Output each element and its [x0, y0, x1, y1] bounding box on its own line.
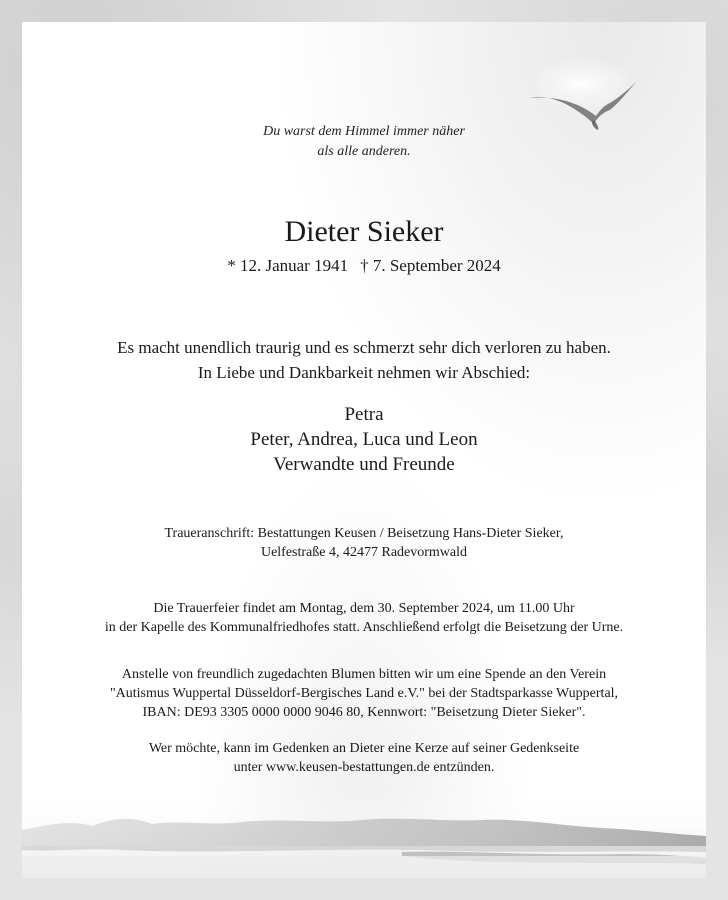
mourner-name: Verwandte und Freunde — [273, 454, 455, 475]
death-date: † 7. September 2024 — [360, 256, 501, 275]
memorial-candle-note — [22, 739, 706, 777]
address-line: Traueranschrift: Bestattungen Keusen / Beisetzung Hans-Dieter Sieker, — [164, 526, 564, 541]
life-dates — [22, 255, 706, 277]
birth-date: * 12. Januar 1941 — [227, 256, 349, 275]
ceremony-line: Die Trauerfeier findet am Montag, dem 30. September 2024, um 11.00 Uhr — [153, 601, 575, 616]
obituary-panel — [22, 22, 706, 878]
ceremony-line: in der Kapelle des Kommunalfriedhofes statt. Anschließend erfolgt die Beisetzung der Urne. — [104, 620, 624, 635]
mourner-name: Peter, Andrea, Luca und Leon — [250, 429, 478, 450]
address-line: Uelfestraße 4, 42477 Radevormwald — [260, 545, 468, 560]
funeral-ceremony-info — [22, 599, 706, 637]
motto-quote — [22, 122, 706, 162]
mourning-line: Es macht unendlich traurig und es schmerzt sehr dich verloren zu haben. — [117, 338, 611, 357]
mourners-list — [22, 402, 706, 477]
donation-line: Anstelle von freundlich zugedachten Blumen bitten wir um eine Spende an den Verein — [121, 667, 607, 682]
mourning-statement — [22, 335, 706, 385]
mourning-line: In Liebe und Dankbarkeit nehmen wir Abschied: — [197, 363, 531, 382]
misty-lake-landscape — [22, 790, 706, 878]
mourner-name: Petra — [344, 404, 384, 425]
donation-request — [22, 665, 706, 722]
deceased-name: Dieter Sieker — [284, 215, 444, 248]
donation-line: IBAN: DE93 3305 0000 0000 9046 80, Kennwort: "Beisetzung Dieter Sieker". — [142, 705, 586, 720]
donation-line: "Autismus Wuppertal Düsseldorf-Bergisches Land e.V." bei der Stadtsparkasse Wuppertal, — [109, 686, 619, 701]
candle-line: Wer möchte, kann im Gedenken an Dieter eine Kerze auf seiner Gedenkseite — [148, 741, 580, 756]
mourning-address — [22, 524, 706, 562]
candle-line: unter www.keusen-bestattungen.de entzünden. — [233, 760, 495, 775]
motto-line: als alle anderen. — [317, 144, 411, 159]
motto-line: Du warst dem Himmel immer näher — [263, 124, 465, 139]
